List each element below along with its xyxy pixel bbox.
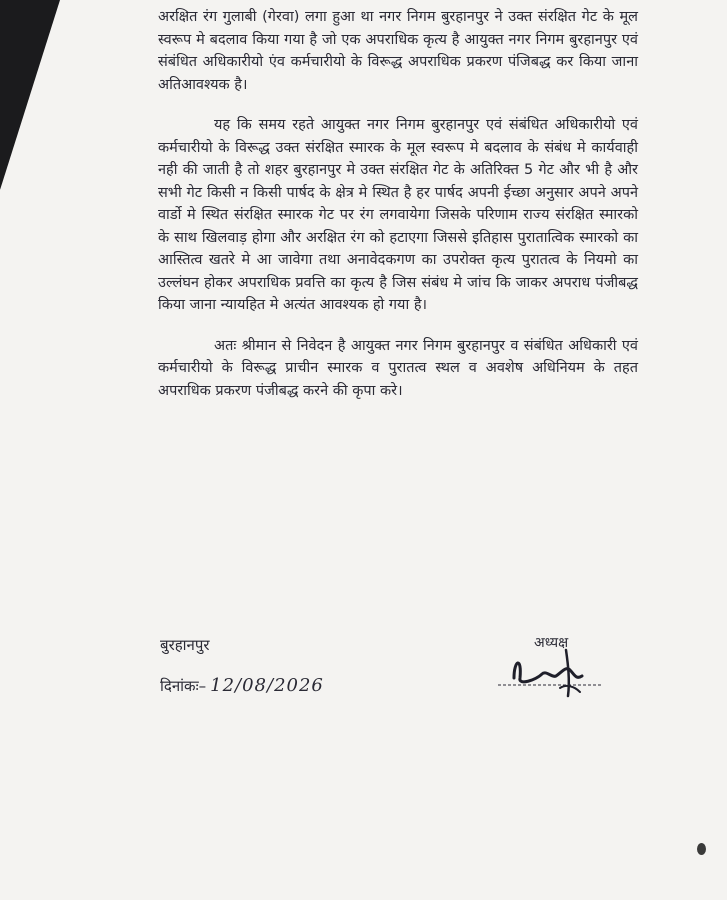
letter-body	[158, 6, 638, 420]
paragraph-1: अरक्षित रंग गुलाबी (गेरवा) लगा हुआ था नगर निगम बुरहानपुर ने उक्त संरक्षित गेट के मूल स्वरूप मे बदलाव किया गया है जो एक अपराधिक कृत्य है आयुक्त नगर निगम बुरहानपुर एवं संबंधित अधिकारीयो एंव कर्मचारीयो के विरूद्ध अपराधिक प्रकरण पंजिबद्ध कर किया जाना अतिआवश्यक है।	[158, 9, 638, 93]
paragraph-3: अतः श्रीमान से निवेदन है आयुक्त नगर निगम बुरहानपुर व संबंधित अधिकारी एवं कर्मचारीयो के विरूद्ध प्राचीन स्मारक व पुरातत्व स्थल व अवशेष अधिनियम के तहत अपराधिक प्रकरण पंजीबद्ध करने की कृपा करे।	[158, 337, 638, 399]
ink-spot	[697, 843, 706, 855]
date-line	[160, 675, 324, 696]
date-value: 12/08/2026	[210, 675, 324, 696]
paragraph-2: यह कि समय रहते आयुक्त नगर निगम बुरहानपुर एवं संबंधित अधिकारीयो एवं कर्मचारीयो के विरूद्ध उक्त संरक्षित स्मारक के मूल स्वरूप मे बदलाव के संबंध मे कार्यवाही नही की जाती है तो शहर बुरहानपुर मे उक्त संरक्षित गेट के अतिरिक्त 5 गेट और भी है और सभी गेट किसी न किसी पार्षद के क्षेत्र मे स्थित है हर पार्षद अपनी ईच्छा अनुसार अपने अपने वार्डो मे स्थित संरक्षित स्मारक गेट पर रंग लगवायेगा जिसके परिणाम राज्य संरक्षित स्मारको के साथ खिलवाड़ होगा और अरक्षित रंग को हटाएगा जिससे इतिहास पुरातात्विक स्मारको का आस्तित्व खतरे मे आ जावेगा तथा अनावेदकगण का उपरोक्त कृत्य पुरातत्व के नियमो का उल्लंघन होकर अपराधिक प्रवत्ति का कृत्य है जिस संबंध मे जांच कि जाकर अपराध पंजीबद्ध किया जाना न्यायहित मे अत्यंत आवश्यक हो गया है।	[158, 117, 638, 313]
signature-block	[496, 630, 606, 700]
signature-title: अध्यक्ष	[534, 635, 569, 651]
date-label: दिनांकः–	[160, 677, 207, 695]
place-name: बुरहानपुर	[160, 636, 210, 654]
